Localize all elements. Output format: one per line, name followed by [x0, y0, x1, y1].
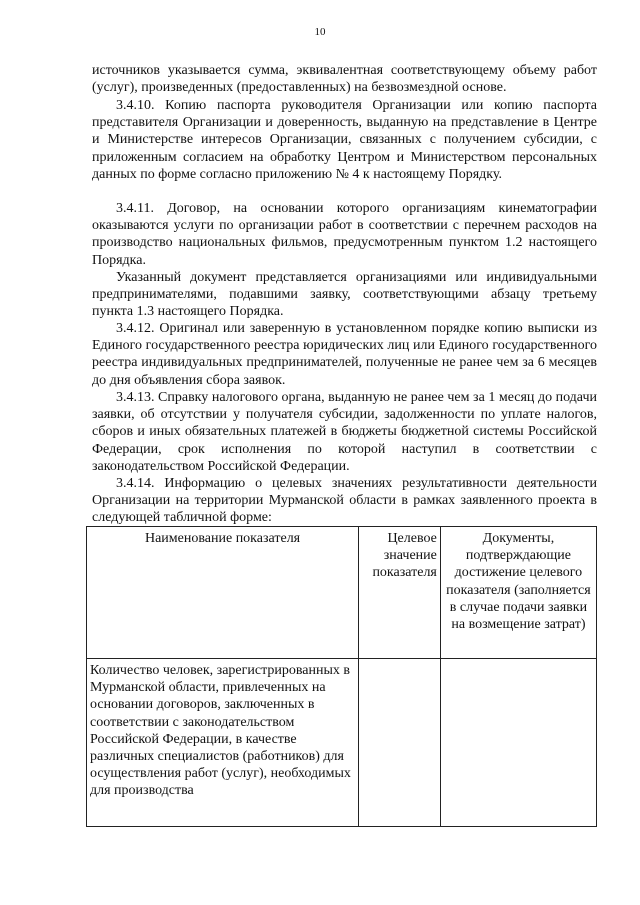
paragraph-3-4-10: 3.4.10. Копию паспорта руководителя Организации или копию паспорта представителя Организации и доверенность, выданную на представление в Центре и Министерстве интересов Организации, связанных с получением субсидии, с приложенным согласием на обработку Центром и Министерством персональных данных по форме согласно приложению № 4 к настоящему Порядку.	[92, 98, 597, 182]
target-value-cell	[359, 659, 441, 827]
page-number: 10	[314, 26, 326, 38]
table-row	[87, 659, 597, 827]
paragraph-3-4-13: 3.4.13. Справку налогового органа, выданную не ранее чем за 1 месяц до подачи заявки, об отсутствии у получателя субсидии, задолженности по уплате налогов, сборов и иных обязательных платежей в бюджеты бюджетной системы Российской Федерации, срок исполнения по которой наступил в соответствии с законодательством Российской Федерации.	[92, 390, 597, 474]
paragraph-3-4-11: 3.4.11. Договор, на основании которого организациям кинематографии оказываются услуги по организации работ в соответствии с перечнем расходов на производство национальных фильмов, предусмотренным пунктом 1.2 настоящего Порядка.	[92, 201, 597, 268]
indicators-table	[86, 526, 597, 827]
table-header-row	[87, 527, 597, 659]
header-target-value: Целевое значение показателя	[359, 527, 441, 659]
indicator-name-cell: Количество человек, зарегистрированных в Мурманской области, привлеченных на основании договоров, заключенных в соответствии с законодательством Российской Федерации, в качестве различных специалистов (работников) для осуществления работ (услуг), необходимых для производства	[87, 659, 359, 827]
paragraph-continuation: источников указывается сумма, эквивалентная соответствующему объему работ (услуг), произведенных (предоставленных) на безвозмездной основе.	[92, 63, 597, 96]
documents-cell	[440, 659, 596, 827]
header-indicator-name: Наименование показателя	[87, 527, 359, 659]
paragraph-3-4-14: 3.4.14. Информацию о целевых значениях результативности деятельности Организации на территории Мурманской области в рамках заявленного проекта в следующей табличной форме:	[92, 476, 597, 526]
paragraph-3-4-12: 3.4.12. Оригинал или заверенную в установленном порядке копию выписки из Единого государственного реестра юридических лиц или Единого государственного реестра индивидуальных предпринимателей, полученные не ранее чем за 6 месяцев до дня объявления сбора заявок.	[92, 321, 597, 388]
header-confirming-documents: Документы, подтверждающие достижение целевого показателя (заполняется в случае подачи заявки на возмещение затрат)	[440, 527, 596, 659]
paragraph-document-note: Указанный документ представляется организациями или индивидуальными предпринимателями, подавшими заявку, соответствующими абзацу третьему пункта 1.3 настоящего Порядка.	[92, 270, 597, 320]
